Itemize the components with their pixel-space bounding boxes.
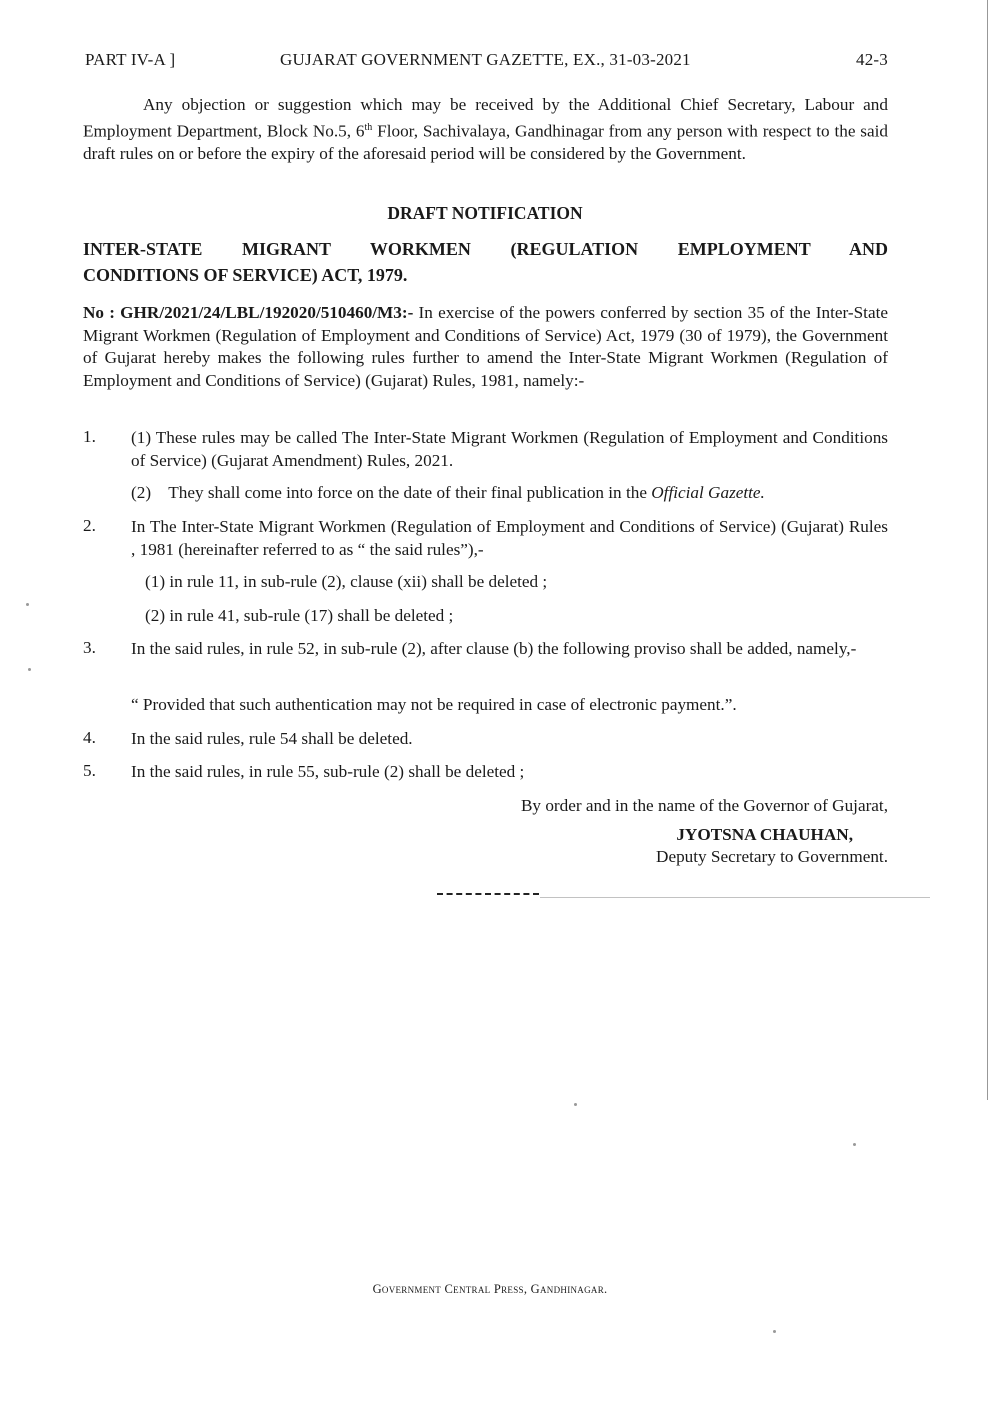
intro-text-post: Floor, Sachivalaya, Gandhinagar from any person with respect to the said draft rules on or before the expiry of the aforesaid period will be considered by the Government. [83,121,888,163]
item-5-text: In the said rules, in rule 55, sub-rule (2) shall be deleted ; [131,762,525,781]
page-header [85,50,888,72]
signatory-name: JYOTSNA CHAUHAN, [676,824,853,844]
item-1-sub-2 [131,482,888,505]
scan-speck [28,668,31,671]
item-number: 5. [83,761,96,780]
scan-speck [574,1103,577,1106]
part-label: PART IV-A ] [85,50,176,69]
item-2-sub-1: (1) in rule 11, in sub-rule (2), clause (xii) shall be deleted ; [145,572,548,591]
order-line: By order and in the name of the Governor of Gujarat, [520,796,888,815]
item-number: 3. [83,638,96,657]
separator-line [540,897,930,898]
preamble-paragraph [83,302,888,392]
item-4-text: In the said rules, rule 54 shall be deleted. [131,729,413,748]
gazette-title: GUJARAT GOVERNMENT GAZETTE, EX., 31-03-2021 [280,50,691,69]
draft-notification-title: DRAFT NOTIFICATION [387,203,583,223]
act-title [83,236,888,288]
intro-superscript: th [364,121,373,133]
item-2-text: In The Inter-State Migrant Workmen (Regulation of Employment and Conditions of Service) (Gujarat) Rules , 1981 (hereinafter referred to as “ the said rules”),- [131,517,888,559]
item-3-text: In the said rules, in rule 52, in sub-rule (2), after clause (b) the following proviso shall be added, namely,- [131,639,857,658]
item-3-proviso: “ Provided that such authentication may not be required in case of electronic payment.”. [131,695,737,714]
item-number: 2. [83,516,96,535]
scan-speck [853,1143,856,1146]
official-gazette-italic: Official Gazette. [651,483,765,502]
intro-paragraph [83,94,888,165]
act-title-line1: INTER-STATE MIGRANT WORKMEN (REGULATION EMPLOYMENT AND [83,239,888,259]
sub-number: (2) [131,483,152,502]
preamble-text: In exercise of the powers conferred by section 35 of the Inter-State Migrant Workmen (Regulation of Employment and Conditions of Service) Act, 1979 (30 of 1979), the Government of Gujarat hereby makes the following rules further to amend the Inter-State Migrant Workmen (Regulation of Employment and Conditions of Service) (Gujarat) Rules, 1981, namely:- [83,303,888,390]
item-1-text: (1) These rules may be called The Inter-State Migrant Workmen (Regulation of Employment and Conditions of Service) (Gujarat Amendment) Rules, 2021. [131,428,888,470]
press-footer: Government Central Press, Gandhinagar. [372,1282,608,1296]
intro-text-pre: Any objection or suggestion which may be received by the Additional Chief Secretary, Labour and Employment Department, Block No.5, 6 [83,95,888,141]
signature-block [521,795,888,869]
separator-dashes [437,893,539,895]
scan-speck [26,603,29,606]
item-number: 4. [83,728,96,747]
scan-edge-line [987,0,988,1100]
item-2-sub-2: (2) in rule 41, sub-rule (17) shall be deleted ; [145,606,454,625]
item-number: 1. [83,427,96,446]
signatory-designation: Deputy Secretary to Government. [656,847,888,866]
act-title-line2: CONDITIONS OF SERVICE) ACT, 1979. [83,265,408,285]
scan-speck [773,1330,776,1333]
page-number: 42-3 [856,50,888,69]
sub-text: They shall come into force on the date of their final publication in the [168,483,652,502]
notification-number: No : GHR/2021/24/LBL/192020/510460/M3:- [83,303,414,322]
